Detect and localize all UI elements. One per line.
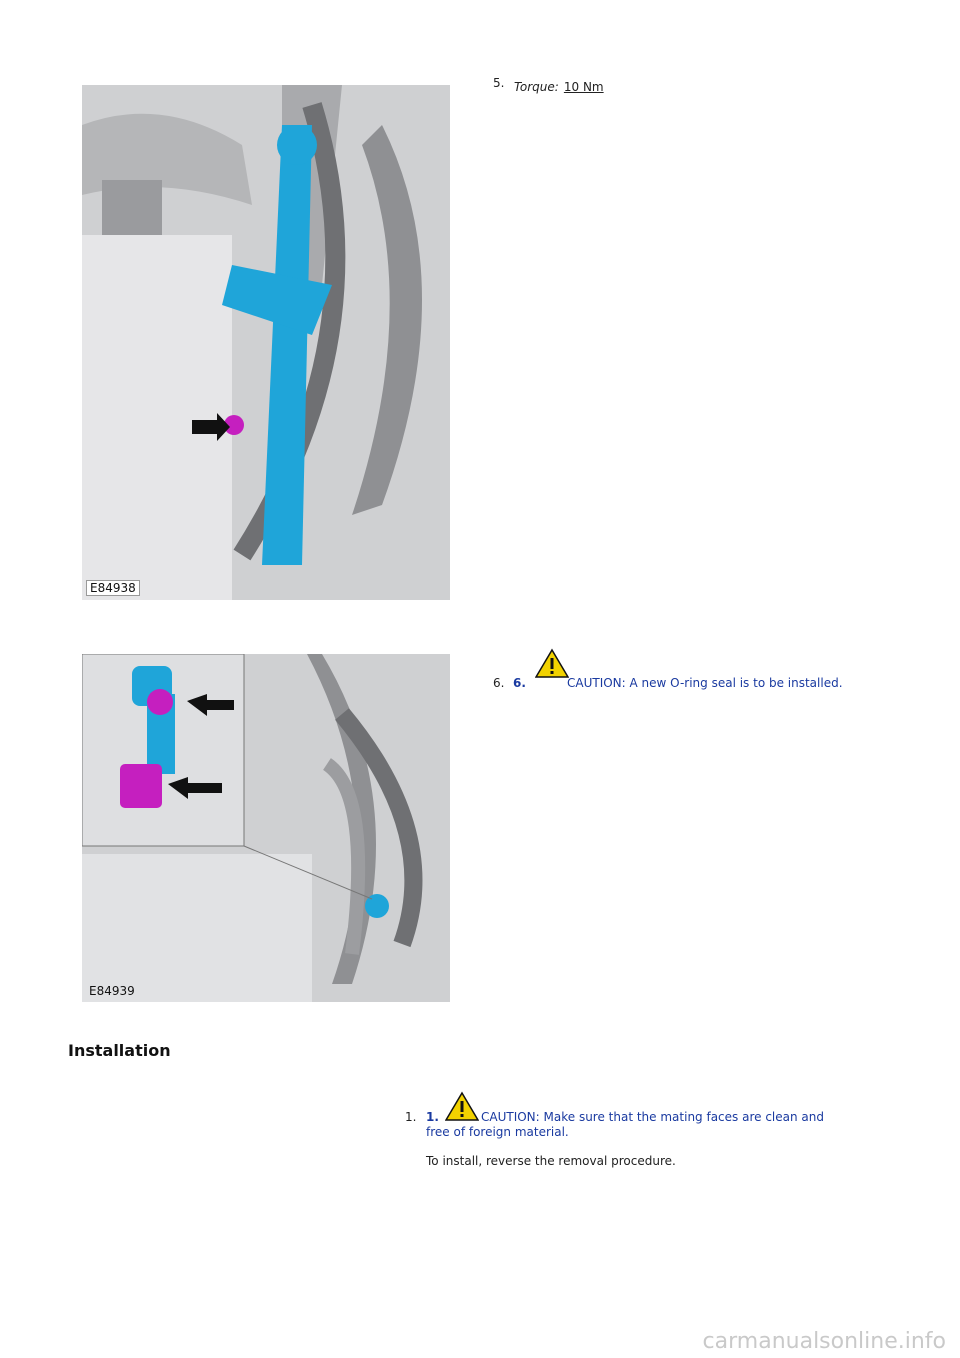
figure-e84939 bbox=[82, 654, 450, 1002]
section-heading: Installation bbox=[68, 1041, 171, 1060]
figure-label: E84938 bbox=[86, 580, 140, 596]
caution-number: 1. bbox=[426, 1110, 439, 1124]
install-instruction: To install, reverse the removal procedure. bbox=[426, 1154, 676, 1168]
torque-label: Torque: bbox=[514, 80, 559, 94]
caution-line-2: free of foreign material. bbox=[426, 1125, 569, 1139]
torque-spec bbox=[514, 76, 604, 95]
engine-illustration-1 bbox=[82, 85, 450, 600]
caution-line-1: CAUTION: Make sure that the mating faces are clean and bbox=[481, 1110, 824, 1124]
figure-label: E84939 bbox=[89, 984, 135, 998]
engine-illustration-2 bbox=[82, 654, 450, 1002]
watermark: carmanualsonline.info bbox=[702, 1329, 946, 1354]
step-number: 1. bbox=[405, 1110, 417, 1124]
caution-text: CAUTION: A new O-ring seal is to be installed. bbox=[567, 676, 843, 690]
warning-icon bbox=[445, 1091, 479, 1121]
warning-icon bbox=[535, 648, 569, 678]
figure-e84938 bbox=[82, 85, 450, 600]
torque-value[interactable]: 10 Nm bbox=[563, 80, 604, 94]
step-number: 5. bbox=[493, 76, 505, 90]
caution-number: 6. bbox=[513, 676, 526, 690]
step-number: 6. bbox=[493, 676, 505, 690]
